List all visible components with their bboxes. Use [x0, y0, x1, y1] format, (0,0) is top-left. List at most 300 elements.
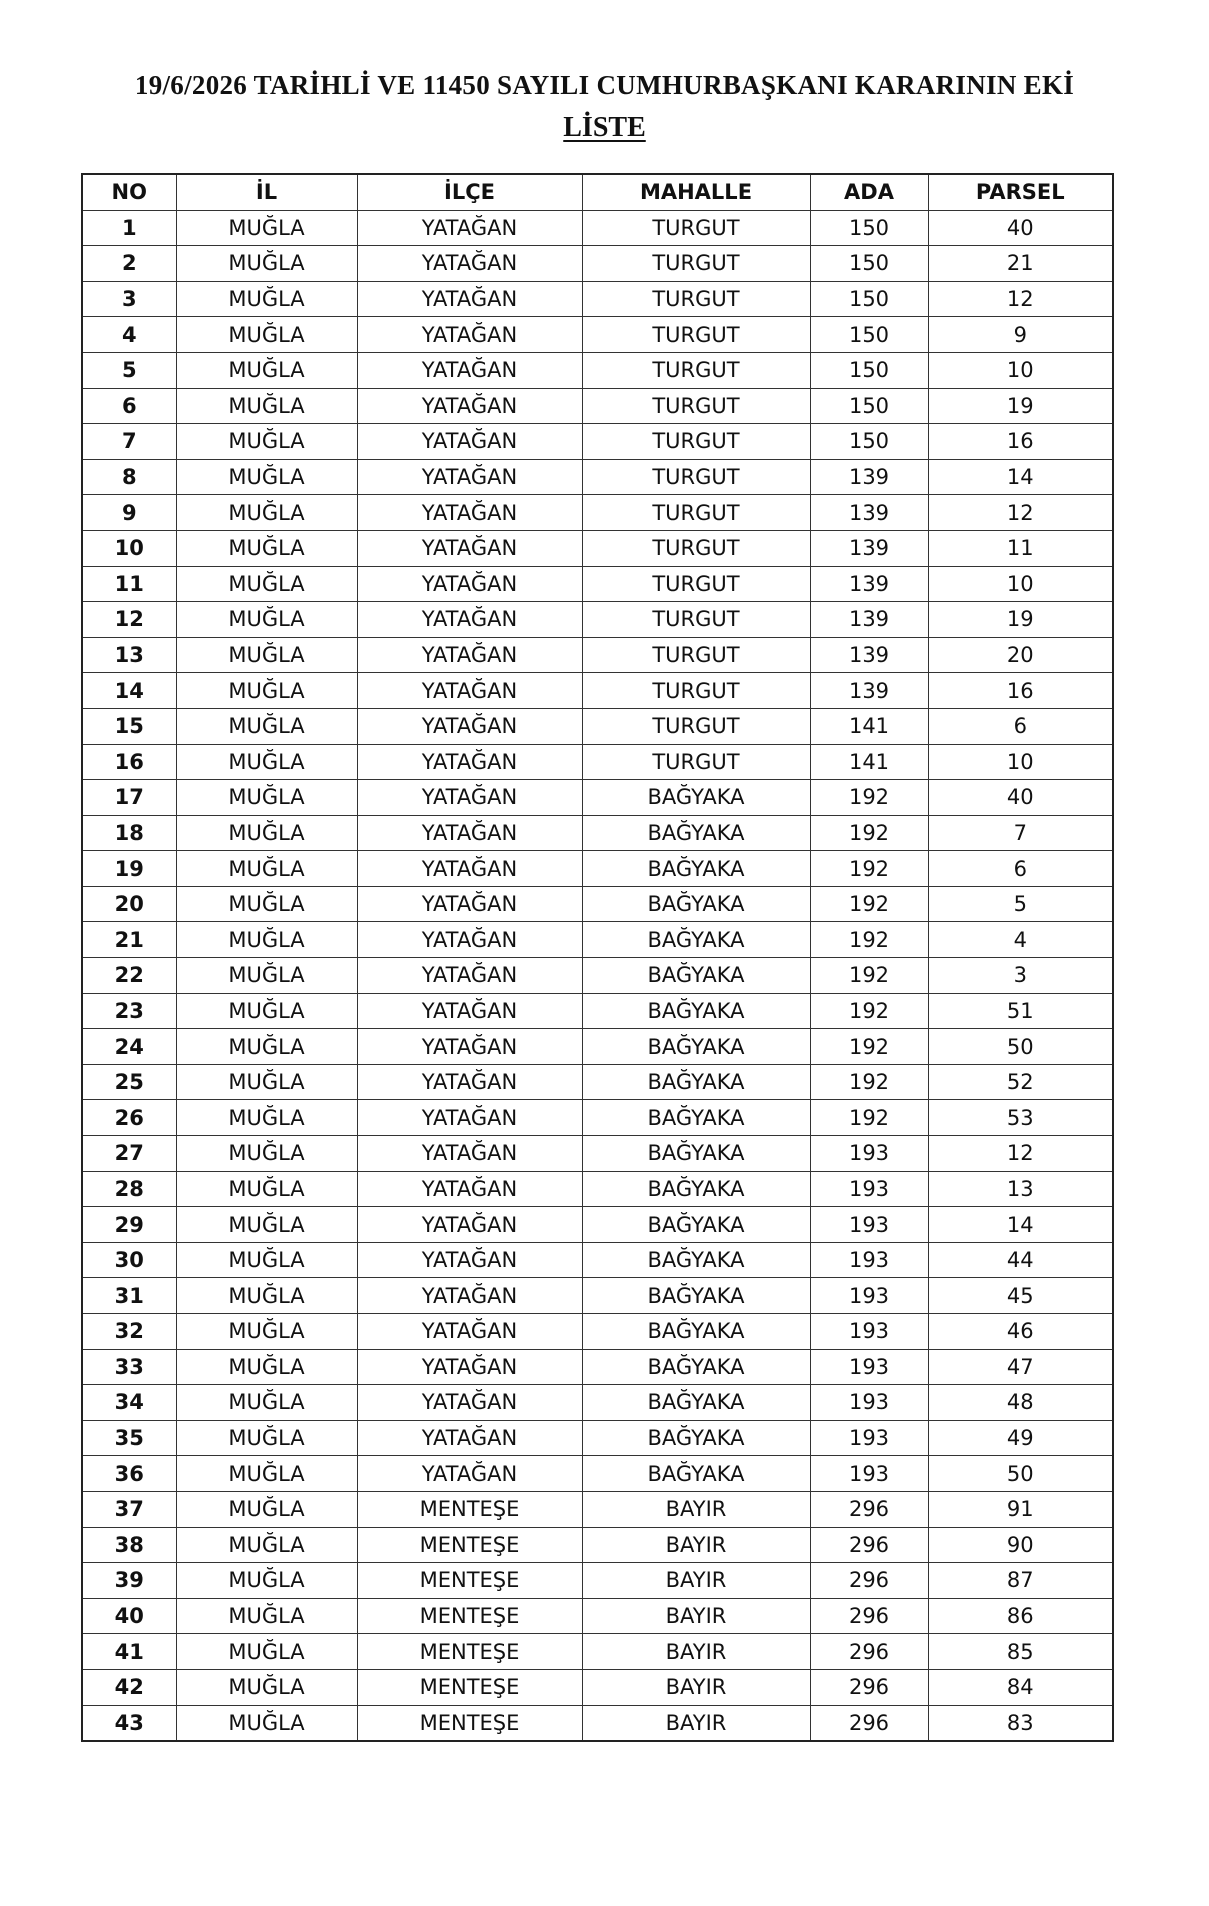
cell-ada: 296 — [810, 1527, 928, 1563]
cell-ilce: YATAĞAN — [357, 602, 582, 638]
table-row — [82, 637, 1113, 673]
cell-il: MUĞLA — [176, 424, 357, 460]
cell-il: MUĞLA — [176, 1349, 357, 1385]
cell-mahalle: TURGUT — [582, 281, 810, 317]
table-row — [82, 530, 1113, 566]
cell-il: MUĞLA — [176, 388, 357, 424]
cell-no: 20 — [82, 886, 176, 922]
cell-mahalle: BAĞYAKA — [582, 815, 810, 851]
table-row — [82, 1491, 1113, 1527]
cell-ada: 192 — [810, 958, 928, 994]
cell-no: 36 — [82, 1456, 176, 1492]
cell-ada: 193 — [810, 1420, 928, 1456]
cell-parsel: 6 — [928, 708, 1113, 744]
table-row — [82, 922, 1113, 958]
cell-no: 13 — [82, 637, 176, 673]
cell-no: 18 — [82, 815, 176, 851]
cell-no: 42 — [82, 1669, 176, 1705]
cell-il: MUĞLA — [176, 1385, 357, 1421]
cell-mahalle: BAĞYAKA — [582, 922, 810, 958]
cell-il: MUĞLA — [176, 317, 357, 353]
cell-ada: 192 — [810, 1029, 928, 1065]
cell-no: 38 — [82, 1527, 176, 1563]
table-header-row — [82, 174, 1113, 210]
cell-mahalle: TURGUT — [582, 459, 810, 495]
cell-ada: 150 — [810, 210, 928, 246]
column-header-ilce: İLÇE — [357, 174, 582, 210]
cell-mahalle: TURGUT — [582, 246, 810, 282]
cell-mahalle: BAYIR — [582, 1527, 810, 1563]
cell-ada: 193 — [810, 1136, 928, 1172]
cell-no: 3 — [82, 281, 176, 317]
table-row — [82, 459, 1113, 495]
cell-ada: 150 — [810, 352, 928, 388]
cell-ilce: YATAĞAN — [357, 281, 582, 317]
cell-il: MUĞLA — [176, 1456, 357, 1492]
cell-mahalle: BAĞYAKA — [582, 1029, 810, 1065]
cell-parsel: 12 — [928, 281, 1113, 317]
cell-il: MUĞLA — [176, 744, 357, 780]
cell-no: 35 — [82, 1420, 176, 1456]
table-row — [82, 602, 1113, 638]
cell-ada: 141 — [810, 708, 928, 744]
cell-no: 37 — [82, 1491, 176, 1527]
cell-ada: 296 — [810, 1491, 928, 1527]
cell-no: 24 — [82, 1029, 176, 1065]
cell-mahalle: BAĞYAKA — [582, 1456, 810, 1492]
table-row — [82, 1278, 1113, 1314]
cell-parsel: 9 — [928, 317, 1113, 353]
table-row — [82, 1669, 1113, 1705]
cell-ilce: MENTEŞE — [357, 1634, 582, 1670]
cell-il: MUĞLA — [176, 1527, 357, 1563]
cell-no: 27 — [82, 1136, 176, 1172]
cell-ada: 193 — [810, 1314, 928, 1350]
table-row — [82, 1456, 1113, 1492]
cell-ilce: YATAĞAN — [357, 1385, 582, 1421]
cell-parsel: 52 — [928, 1064, 1113, 1100]
cell-mahalle: TURGUT — [582, 352, 810, 388]
cell-ada: 193 — [810, 1171, 928, 1207]
cell-no: 5 — [82, 352, 176, 388]
cell-no: 28 — [82, 1171, 176, 1207]
cell-mahalle: BAĞYAKA — [582, 1242, 810, 1278]
table-row — [82, 210, 1113, 246]
cell-ada: 296 — [810, 1563, 928, 1599]
cell-il: MUĞLA — [176, 530, 357, 566]
cell-ilce: YATAĞAN — [357, 993, 582, 1029]
cell-parsel: 47 — [928, 1349, 1113, 1385]
cell-il: MUĞLA — [176, 1064, 357, 1100]
cell-no: 32 — [82, 1314, 176, 1350]
cell-mahalle: BAYIR — [582, 1705, 810, 1741]
cell-no: 33 — [82, 1349, 176, 1385]
cell-mahalle: BAĞYAKA — [582, 1171, 810, 1207]
cell-parsel: 86 — [928, 1598, 1113, 1634]
cell-il: MUĞLA — [176, 1705, 357, 1741]
cell-no: 7 — [82, 424, 176, 460]
cell-ada: 139 — [810, 530, 928, 566]
cell-mahalle: TURGUT — [582, 317, 810, 353]
cell-mahalle: TURGUT — [582, 744, 810, 780]
cell-il: MUĞLA — [176, 495, 357, 531]
cell-ilce: YATAĞAN — [357, 1242, 582, 1278]
table-row — [82, 1064, 1113, 1100]
cell-ada: 192 — [810, 1064, 928, 1100]
cell-parsel: 16 — [928, 424, 1113, 460]
cell-mahalle: BAĞYAKA — [582, 1136, 810, 1172]
cell-ilce: YATAĞAN — [357, 1171, 582, 1207]
cell-parsel: 45 — [928, 1278, 1113, 1314]
cell-no: 30 — [82, 1242, 176, 1278]
cell-parsel: 53 — [928, 1100, 1113, 1136]
cell-no: 16 — [82, 744, 176, 780]
cell-no: 34 — [82, 1385, 176, 1421]
cell-ilce: YATAĞAN — [357, 246, 582, 282]
table-row — [82, 424, 1113, 460]
cell-ilce: YATAĞAN — [357, 388, 582, 424]
table-row — [82, 1171, 1113, 1207]
cell-il: MUĞLA — [176, 1029, 357, 1065]
cell-parsel: 10 — [928, 744, 1113, 780]
cell-ada: 192 — [810, 851, 928, 887]
cell-mahalle: BAĞYAKA — [582, 1420, 810, 1456]
cell-parsel: 4 — [928, 922, 1113, 958]
cell-il: MUĞLA — [176, 459, 357, 495]
cell-il: MUĞLA — [176, 708, 357, 744]
cell-parsel: 13 — [928, 1171, 1113, 1207]
cell-il: MUĞLA — [176, 1242, 357, 1278]
cell-ilce: YATAĞAN — [357, 1136, 582, 1172]
cell-ilce: YATAĞAN — [357, 851, 582, 887]
cell-ada: 192 — [810, 993, 928, 1029]
cell-no: 26 — [82, 1100, 176, 1136]
cell-ada: 139 — [810, 495, 928, 531]
cell-ilce: YATAĞAN — [357, 922, 582, 958]
cell-ada: 296 — [810, 1634, 928, 1670]
cell-ilce: YATAĞAN — [357, 495, 582, 531]
cell-il: MUĞLA — [176, 1563, 357, 1599]
cell-ada: 193 — [810, 1456, 928, 1492]
cell-no: 15 — [82, 708, 176, 744]
column-header-ada: ADA — [810, 174, 928, 210]
cell-no: 12 — [82, 602, 176, 638]
cell-il: MUĞLA — [176, 637, 357, 673]
table-row — [82, 1420, 1113, 1456]
cell-ilce: YATAĞAN — [357, 815, 582, 851]
table-row — [82, 566, 1113, 602]
table-row — [82, 1705, 1113, 1741]
cell-parsel: 83 — [928, 1705, 1113, 1741]
table-row — [82, 1563, 1113, 1599]
cell-ilce: YATAĞAN — [357, 708, 582, 744]
cell-il: MUĞLA — [176, 815, 357, 851]
cell-ada: 141 — [810, 744, 928, 780]
cell-no: 22 — [82, 958, 176, 994]
cell-il: MUĞLA — [176, 851, 357, 887]
cell-ilce: YATAĞAN — [357, 1278, 582, 1314]
cell-no: 2 — [82, 246, 176, 282]
cell-il: MUĞLA — [176, 673, 357, 709]
table-row — [82, 958, 1113, 994]
cell-mahalle: TURGUT — [582, 388, 810, 424]
cell-parsel: 6 — [928, 851, 1113, 887]
cell-ilce: MENTEŞE — [357, 1527, 582, 1563]
table-row — [82, 246, 1113, 282]
cell-parsel: 85 — [928, 1634, 1113, 1670]
cell-parsel: 46 — [928, 1314, 1113, 1350]
cell-mahalle: BAĞYAKA — [582, 958, 810, 994]
cell-ilce: YATAĞAN — [357, 424, 582, 460]
document-subtitle — [0, 112, 1209, 144]
cell-ada: 150 — [810, 246, 928, 282]
cell-ilce: YATAĞAN — [357, 566, 582, 602]
column-header-il: İL — [176, 174, 357, 210]
cell-ada: 193 — [810, 1385, 928, 1421]
cell-ada: 296 — [810, 1705, 928, 1741]
cell-il: MUĞLA — [176, 602, 357, 638]
cell-parsel: 19 — [928, 602, 1113, 638]
cell-no: 11 — [82, 566, 176, 602]
cell-no: 8 — [82, 459, 176, 495]
cell-mahalle: BAĞYAKA — [582, 1207, 810, 1243]
table-row — [82, 1029, 1113, 1065]
cell-no: 31 — [82, 1278, 176, 1314]
cell-ada: 139 — [810, 459, 928, 495]
cell-ilce: MENTEŞE — [357, 1491, 582, 1527]
cell-il: MUĞLA — [176, 1598, 357, 1634]
cell-no: 25 — [82, 1064, 176, 1100]
cell-ilce: YATAĞAN — [357, 1349, 582, 1385]
table-row — [82, 780, 1113, 816]
cell-mahalle: BAYIR — [582, 1598, 810, 1634]
cell-ada: 192 — [810, 780, 928, 816]
cell-ada: 296 — [810, 1598, 928, 1634]
cell-mahalle: BAĞYAKA — [582, 1278, 810, 1314]
table-row — [82, 352, 1113, 388]
table-row — [82, 1100, 1113, 1136]
cell-ilce: YATAĞAN — [357, 1456, 582, 1492]
cell-ilce: YATAĞAN — [357, 744, 582, 780]
cell-ilce: YATAĞAN — [357, 637, 582, 673]
cell-ada: 150 — [810, 388, 928, 424]
cell-il: MUĞLA — [176, 780, 357, 816]
cell-ilce: YATAĞAN — [357, 673, 582, 709]
cell-parsel: 10 — [928, 566, 1113, 602]
cell-no: 14 — [82, 673, 176, 709]
cell-mahalle: BAĞYAKA — [582, 851, 810, 887]
cell-il: MUĞLA — [176, 1100, 357, 1136]
cell-ilce: YATAĞAN — [357, 780, 582, 816]
cell-ada: 139 — [810, 566, 928, 602]
cell-mahalle: TURGUT — [582, 530, 810, 566]
cell-il: MUĞLA — [176, 210, 357, 246]
cell-ilce: YATAĞAN — [357, 352, 582, 388]
cell-mahalle: BAYIR — [582, 1491, 810, 1527]
column-header-mahalle: MAHALLE — [582, 174, 810, 210]
cell-parsel: 48 — [928, 1385, 1113, 1421]
table-row — [82, 1207, 1113, 1243]
cell-mahalle: TURGUT — [582, 210, 810, 246]
cell-ada: 139 — [810, 637, 928, 673]
table-row — [82, 708, 1113, 744]
cell-il: MUĞLA — [176, 1278, 357, 1314]
cell-parsel: 84 — [928, 1669, 1113, 1705]
cell-il: MUĞLA — [176, 1669, 357, 1705]
cell-il: MUĞLA — [176, 566, 357, 602]
cell-il: MUĞLA — [176, 1207, 357, 1243]
cell-ilce: YATAĞAN — [357, 317, 582, 353]
cell-ada: 139 — [810, 602, 928, 638]
cell-parsel: 14 — [928, 459, 1113, 495]
cell-ada: 150 — [810, 281, 928, 317]
cell-mahalle: BAYIR — [582, 1563, 810, 1599]
cell-no: 29 — [82, 1207, 176, 1243]
cell-parsel: 90 — [928, 1527, 1113, 1563]
cell-no: 41 — [82, 1634, 176, 1670]
parcel-list-table — [81, 173, 1114, 1742]
cell-no: 43 — [82, 1705, 176, 1741]
cell-mahalle: TURGUT — [582, 708, 810, 744]
cell-mahalle: BAĞYAKA — [582, 1314, 810, 1350]
table-body — [82, 210, 1113, 1741]
cell-mahalle: TURGUT — [582, 566, 810, 602]
column-header-no: NO — [82, 174, 176, 210]
cell-ada: 193 — [810, 1242, 928, 1278]
cell-parsel: 87 — [928, 1563, 1113, 1599]
cell-ada: 139 — [810, 673, 928, 709]
cell-il: MUĞLA — [176, 246, 357, 282]
cell-no: 4 — [82, 317, 176, 353]
cell-parsel: 12 — [928, 495, 1113, 531]
cell-no: 1 — [82, 210, 176, 246]
cell-ada: 193 — [810, 1207, 928, 1243]
table-row — [82, 851, 1113, 887]
cell-parsel: 49 — [928, 1420, 1113, 1456]
cell-ada: 150 — [810, 317, 928, 353]
cell-il: MUĞLA — [176, 1136, 357, 1172]
cell-ada: 193 — [810, 1349, 928, 1385]
table-row — [82, 388, 1113, 424]
cell-il: MUĞLA — [176, 1491, 357, 1527]
cell-ada: 192 — [810, 1100, 928, 1136]
table-row — [82, 1634, 1113, 1670]
cell-parsel: 20 — [928, 637, 1113, 673]
cell-ilce: MENTEŞE — [357, 1705, 582, 1741]
cell-parsel: 44 — [928, 1242, 1113, 1278]
cell-no: 21 — [82, 922, 176, 958]
cell-parsel: 16 — [928, 673, 1113, 709]
cell-parsel: 40 — [928, 780, 1113, 816]
table-row — [82, 993, 1113, 1029]
cell-mahalle: TURGUT — [582, 673, 810, 709]
cell-il: MUĞLA — [176, 1171, 357, 1207]
cell-parsel: 40 — [928, 210, 1113, 246]
table-row — [82, 281, 1113, 317]
cell-no: 19 — [82, 851, 176, 887]
cell-il: MUĞLA — [176, 886, 357, 922]
table-row — [82, 1527, 1113, 1563]
cell-ilce: YATAĞAN — [357, 1207, 582, 1243]
cell-il: MUĞLA — [176, 1634, 357, 1670]
cell-ada: 192 — [810, 922, 928, 958]
cell-parsel: 3 — [928, 958, 1113, 994]
cell-ada: 192 — [810, 815, 928, 851]
cell-il: MUĞLA — [176, 1420, 357, 1456]
cell-no: 10 — [82, 530, 176, 566]
cell-parsel: 12 — [928, 1136, 1113, 1172]
cell-mahalle: TURGUT — [582, 602, 810, 638]
table-row — [82, 1314, 1113, 1350]
table-row — [82, 1598, 1113, 1634]
cell-mahalle: TURGUT — [582, 495, 810, 531]
cell-no: 17 — [82, 780, 176, 816]
cell-ilce: MENTEŞE — [357, 1563, 582, 1599]
column-header-parsel: PARSEL — [928, 174, 1113, 210]
cell-ilce: YATAĞAN — [357, 1100, 582, 1136]
cell-mahalle: BAĞYAKA — [582, 993, 810, 1029]
cell-ada: 296 — [810, 1669, 928, 1705]
cell-no: 40 — [82, 1598, 176, 1634]
cell-ada: 193 — [810, 1278, 928, 1314]
cell-parsel: 91 — [928, 1491, 1113, 1527]
cell-parsel: 50 — [928, 1029, 1113, 1065]
cell-ilce: YATAĞAN — [357, 459, 582, 495]
cell-il: MUĞLA — [176, 922, 357, 958]
cell-il: MUĞLA — [176, 352, 357, 388]
cell-no: 6 — [82, 388, 176, 424]
cell-parsel: 50 — [928, 1456, 1113, 1492]
cell-mahalle: TURGUT — [582, 424, 810, 460]
cell-ada: 192 — [810, 886, 928, 922]
cell-il: MUĞLA — [176, 1314, 357, 1350]
cell-ada: 150 — [810, 424, 928, 460]
cell-parsel: 51 — [928, 993, 1113, 1029]
cell-no: 9 — [82, 495, 176, 531]
table-row — [82, 744, 1113, 780]
cell-mahalle: BAYIR — [582, 1634, 810, 1670]
cell-ilce: YATAĞAN — [357, 886, 582, 922]
cell-no: 23 — [82, 993, 176, 1029]
cell-ilce: YATAĞAN — [357, 530, 582, 566]
cell-parsel: 14 — [928, 1207, 1113, 1243]
cell-ilce: MENTEŞE — [357, 1598, 582, 1634]
cell-ilce: YATAĞAN — [357, 958, 582, 994]
cell-parsel: 11 — [928, 530, 1113, 566]
cell-ilce: YATAĞAN — [357, 1029, 582, 1065]
cell-ilce: YATAĞAN — [357, 1064, 582, 1100]
table-row — [82, 1242, 1113, 1278]
table-row — [82, 1136, 1113, 1172]
cell-parsel: 5 — [928, 886, 1113, 922]
cell-ilce: YATAĞAN — [357, 1420, 582, 1456]
table-row — [82, 1385, 1113, 1421]
cell-mahalle: BAĞYAKA — [582, 1385, 810, 1421]
cell-il: MUĞLA — [176, 958, 357, 994]
cell-ilce: YATAĞAN — [357, 210, 582, 246]
table-row — [82, 317, 1113, 353]
cell-mahalle: BAĞYAKA — [582, 780, 810, 816]
cell-no: 39 — [82, 1563, 176, 1599]
cell-mahalle: BAYIR — [582, 1669, 810, 1705]
cell-ilce: MENTEŞE — [357, 1669, 582, 1705]
cell-il: MUĞLA — [176, 993, 357, 1029]
cell-mahalle: BAĞYAKA — [582, 1064, 810, 1100]
cell-mahalle: TURGUT — [582, 637, 810, 673]
cell-parsel: 10 — [928, 352, 1113, 388]
table-row — [82, 886, 1113, 922]
cell-mahalle: BAĞYAKA — [582, 1100, 810, 1136]
